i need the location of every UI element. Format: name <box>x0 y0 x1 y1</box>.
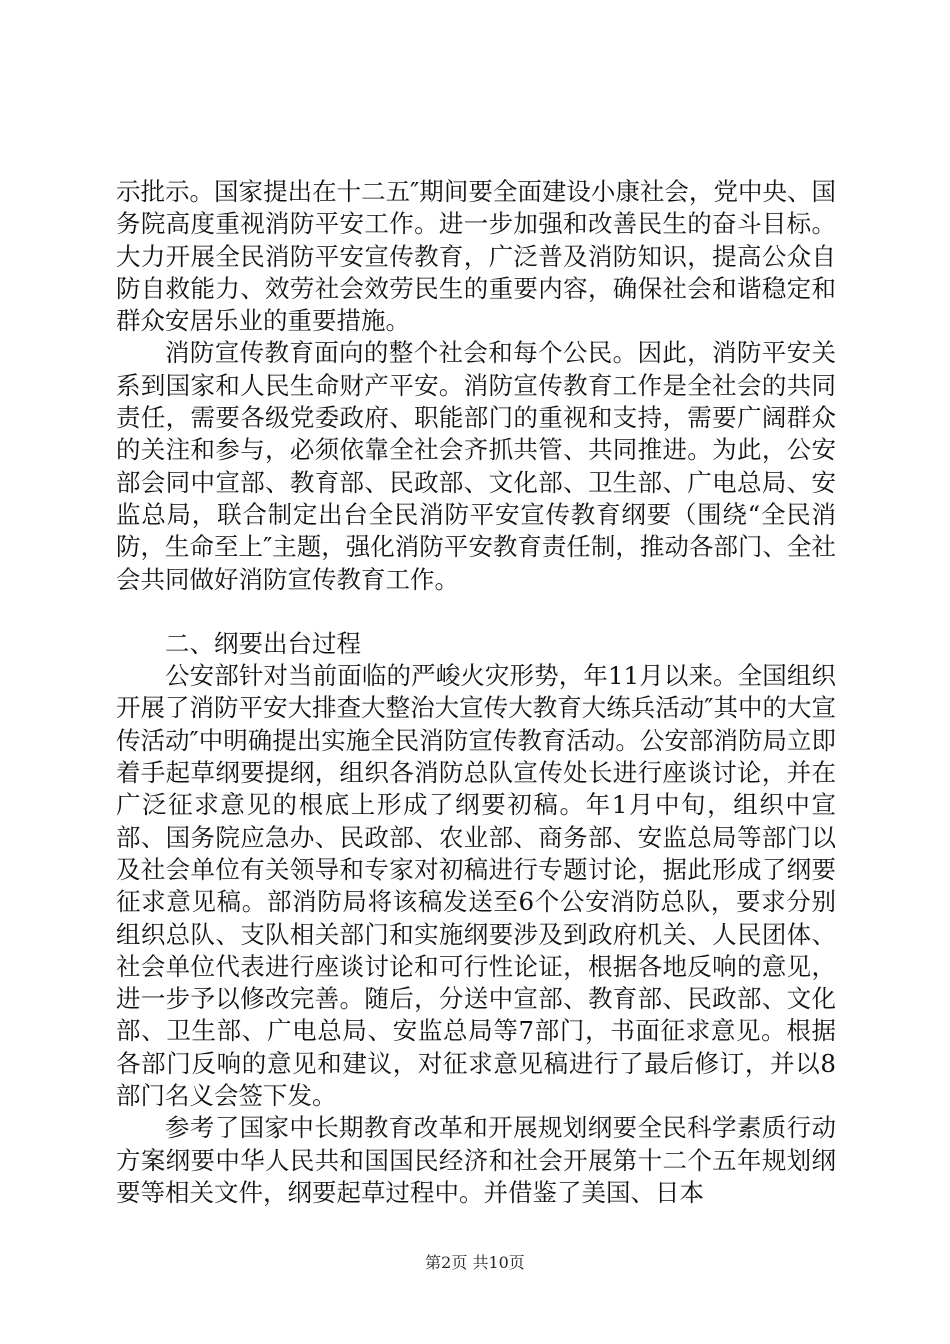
paragraph-3: 公安部针对当前面临的严峻火灾形势，年11月以来。全国组织开展了消防平安大排查大整治大宣传大教育大练兵活动″其中的大宣传活动″中明确提出实施全民消防宣传教育活动。公安部消防局立即着手起草纲要提纲，组织各消防总队宣传处长进行座谈讨论，并在广泛征求意见的根底上形成了纲要初稿。年1月中旬，组织中宣部、国务院应急办、民政部、农业部、商务部、安监总局等部门以及社会单位有关领导和专家对初稿进行专题讨论，据此形成了纲要征求意见稿。部消防局将该稿发送至6个公安消防总队，要求分别组织总队、支队相关部门和实施纲要涉及到政府机关、人民团体、社会单位代表进行座谈讨论和可行性论证，根据各地反响的意见，进一步予以修改完善。随后，分送中宣部、教育部、民政部、文化部、卫生部、广电总局、安监总局等7部门，书面征求意见。根据各部门反响的意见和建议，对征求意见稿进行了最后修订，并以8部门名义会签下发。 <box>116 661 836 1111</box>
section-heading: 二、纲要出台过程 <box>165 628 361 658</box>
document-body <box>116 176 836 1209</box>
paragraph-2: 消防宣传教育面向的整个社会和每个公民。因此，消防平安关系到国家和人民生命财产平安。消防宣传教育工作是全社会的共同责任，需要各级党委政府、职能部门的重视和支持，需要广阔群众的关注和参与，必须依靠全社会齐抓共管、共同推进。为此，公安部会同中宣部、教育部、民政部、文化部、卫生部、广电总局、安监总局，联合制定出台全民消防平安宣传教育纲要（围绕“全民消防，生命至上″主题，强化消防平安教育责任制，推动各部门、全社会共同做好消防宣传教育工作。 <box>116 338 836 594</box>
paragraph-4: 参考了国家中长期教育改革和开展规划纲要全民科学素质行动方案纲要中华人民共和国国民经济和社会开展第十二个五年规划纲要等相关文件，纲要起草过程中。并借鉴了美国、日本 <box>116 1113 836 1207</box>
page-number-footer: 第2页 共10页 <box>425 1253 525 1272</box>
paragraph-1: 示批示。国家提出在十二五″期间要全面建设小康社会，党中央、国务院高度重视消防平安工作。进一步加强和改善民生的奋斗目标。大力开展全民消防平安宣传教育，广泛普及消防知识，提高公众自防自救能力、效劳社会效劳民生的重要内容，确保社会和谐稳定和群众安居乐业的重要措施。 <box>116 177 836 336</box>
